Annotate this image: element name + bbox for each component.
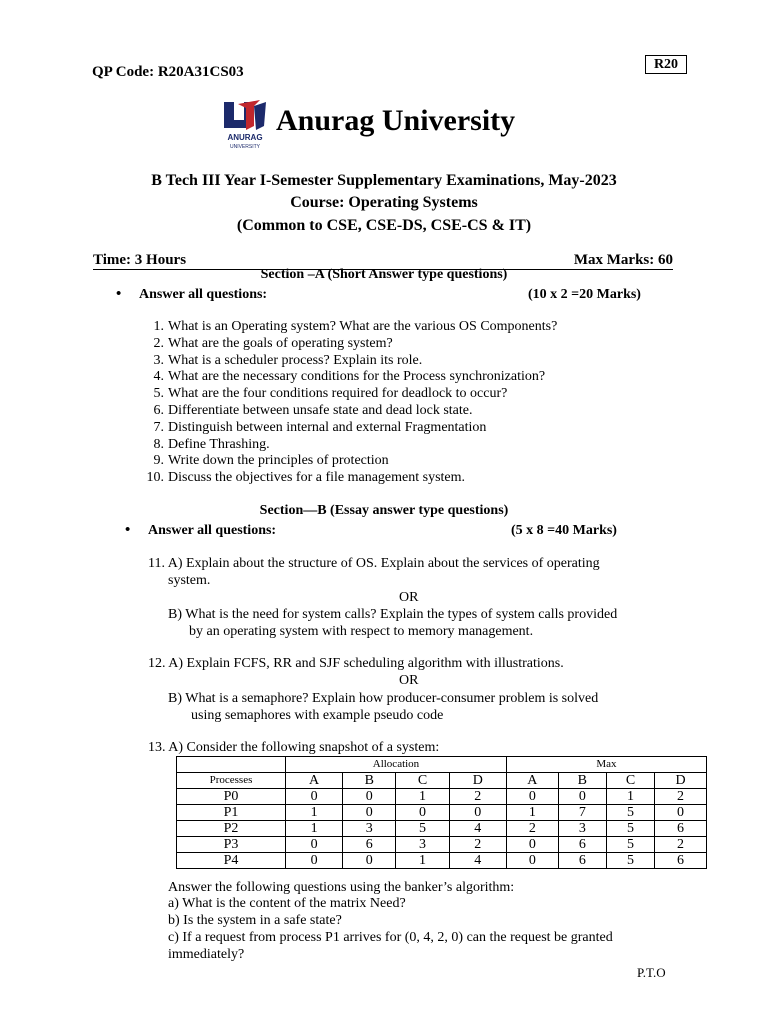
- col-header: B: [343, 773, 396, 789]
- regulation-badge: R20: [645, 55, 687, 74]
- value-cell: 1: [286, 821, 343, 837]
- qp-code: QP Code: R20A31CS03: [92, 64, 244, 80]
- common-to: (Common to CSE, CSE-DS, CSE-CS & IT): [236, 217, 532, 234]
- value-cell: 0: [506, 789, 558, 805]
- section-a-bullet: •: [116, 286, 122, 302]
- col-header: B: [558, 773, 606, 789]
- value-cell: 2: [655, 789, 707, 805]
- logo-caption: ANURAG: [227, 133, 263, 142]
- value-cell: 0: [286, 837, 343, 853]
- section-b-title: Section—B (Essay answer type questions): [259, 503, 509, 518]
- section-b-marks: (5 x 8 =40 Marks): [511, 523, 617, 538]
- value-cell: 5: [396, 821, 449, 837]
- university-name: Anurag University: [276, 104, 516, 137]
- value-cell: 0: [396, 805, 449, 821]
- q11a-line2: system.: [168, 573, 211, 588]
- value-cell: 2: [449, 837, 506, 853]
- value-cell: 1: [506, 805, 558, 821]
- value-cell: 3: [343, 821, 396, 837]
- q11-or: OR: [399, 590, 419, 605]
- value-cell: 1: [396, 853, 449, 869]
- value-cell: 4: [449, 821, 506, 837]
- table-row: [177, 853, 707, 869]
- value-cell: 1: [286, 805, 343, 821]
- col-header: A: [286, 773, 343, 789]
- process-cell: P1: [177, 805, 286, 821]
- exam-time: Time: 3 Hours: [93, 252, 187, 268]
- value-cell: 5: [606, 805, 654, 821]
- value-cell: 0: [655, 805, 707, 821]
- q12b-line1: B) What is a semaphore? Explain how producer-consumer problem is solved: [168, 691, 599, 706]
- value-cell: 2: [506, 821, 558, 837]
- value-cell: 5: [606, 853, 654, 869]
- col-header: A: [506, 773, 558, 789]
- process-cell: P4: [177, 853, 286, 869]
- max-marks: Max Marks: 60: [573, 252, 673, 268]
- value-cell: 0: [286, 789, 343, 805]
- value-cell: 0: [343, 789, 396, 805]
- value-cell: 0: [343, 853, 396, 869]
- value-cell: 1: [396, 789, 449, 805]
- q12a: 12. A) Explain FCFS, RR and SJF scheduling algorithm with illustrations.: [148, 656, 564, 671]
- value-cell: 5: [606, 821, 654, 837]
- exam-title: B Tech III Year I-Semester Supplementary Examinations, May-2023: [151, 172, 617, 189]
- value-cell: 0: [286, 853, 343, 869]
- q13a: 13. A) Consider the following snapshot of a system:: [148, 740, 440, 755]
- section-b-instruction: Answer all questions:: [148, 523, 277, 538]
- value-cell: 3: [396, 837, 449, 853]
- table-row: [177, 789, 707, 805]
- value-cell: 2: [449, 789, 506, 805]
- section-a-title: Section –A (Short Answer type questions): [260, 267, 508, 282]
- table-corner-cell: [177, 757, 286, 773]
- value-cell: 7: [558, 805, 606, 821]
- processes-header: Processes: [177, 773, 286, 789]
- process-cell: P2: [177, 821, 286, 837]
- value-cell: 6: [558, 837, 606, 853]
- value-cell: 5: [606, 837, 654, 853]
- value-cell: 0: [449, 805, 506, 821]
- allocation-header: Allocation: [286, 757, 507, 773]
- pto-label: P.T.O: [637, 965, 666, 980]
- value-cell: 0: [506, 837, 558, 853]
- value-cell: 4: [449, 853, 506, 869]
- col-header: C: [606, 773, 654, 789]
- q11b-line1: B) What is the need for system calls? Explain the types of system calls provided: [168, 607, 618, 622]
- q11b-line2: by an operating system with respect to memory management.: [189, 624, 534, 639]
- table-header-row: [177, 757, 707, 773]
- section-a-question-list: 1. What is an Operating system? What are the various OS Components? 2. What are the goals of operating system? 3. What is a scheduler process? Explain its role. 4. What are the necessary conditions for the Process synchronization? 5. What are the four conditions required for deadlock to occur? 6. Differentiate between unsafe state and dead lock state. 7. Distinguish between internal and external Fragmentation 8. Define Thrashing. 9. Write down the principles of protection 10. Discuss the objectives for a file management system.: [146, 319, 558, 486]
- col-header: D: [655, 773, 707, 789]
- value-cell: 2: [655, 837, 707, 853]
- process-cell: P0: [177, 789, 286, 805]
- q12b-line2: using semaphores with example pseudo code: [191, 708, 444, 723]
- col-header: D: [449, 773, 506, 789]
- value-cell: 6: [655, 821, 707, 837]
- table-row: [177, 837, 707, 853]
- q13-part-a: a) What is the content of the matrix Need?: [168, 896, 406, 911]
- value-cell: 3: [558, 821, 606, 837]
- value-cell: 1: [606, 789, 654, 805]
- course-title: Course: Operating Systems: [290, 194, 478, 211]
- q12-or: OR: [399, 673, 419, 688]
- process-cell: P3: [177, 837, 286, 853]
- value-cell: 0: [506, 853, 558, 869]
- value-cell: 6: [343, 837, 396, 853]
- table-row: [177, 821, 707, 837]
- value-cell: 0: [343, 805, 396, 821]
- value-cell: 0: [558, 789, 606, 805]
- value-cell: 6: [655, 853, 707, 869]
- q13-part-b: b) Is the system in a safe state?: [168, 913, 342, 928]
- section-b-bullet: •: [125, 522, 131, 538]
- q13-part-c-line1: c) If a request from process P1 arrives for (0, 4, 2, 0) can the request be granted: [168, 930, 613, 945]
- table-column-row: [177, 773, 707, 789]
- q11a-line1: 11. A) Explain about the structure of OS. Explain about the services of operating: [148, 556, 600, 571]
- section-a-instruction: Answer all questions:: [139, 287, 268, 302]
- table-row: [177, 805, 707, 821]
- q13-part-c-line2: immediately?: [168, 947, 245, 962]
- section-a-marks: (10 x 2 =20 Marks): [528, 287, 641, 302]
- university-logo: [220, 98, 272, 150]
- banker-intro: Answer the following questions using the banker’s algorithm:: [168, 880, 515, 895]
- max-header: Max: [506, 757, 706, 773]
- logo-subcaption: UNIVERSITY: [229, 144, 261, 150]
- banker-table: [176, 756, 707, 869]
- col-header: C: [396, 773, 449, 789]
- value-cell: 6: [558, 853, 606, 869]
